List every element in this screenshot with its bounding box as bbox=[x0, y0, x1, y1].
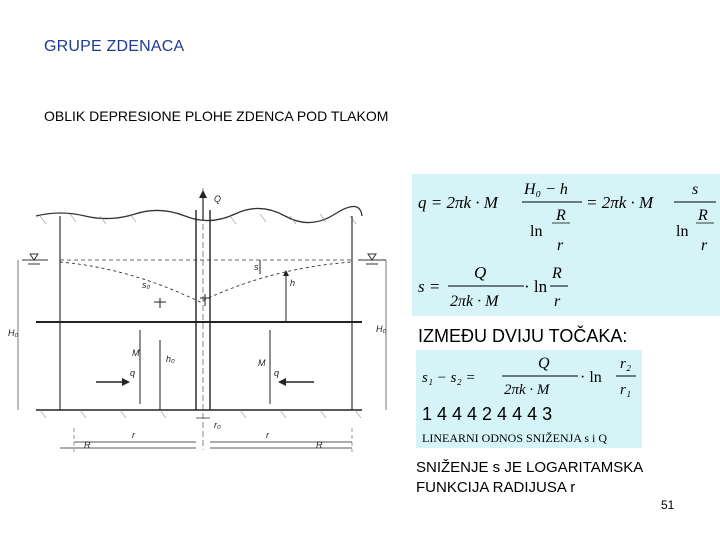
f2-frac-top: R bbox=[552, 265, 562, 282]
f3-frac-top: r₂ bbox=[620, 356, 632, 372]
f3-num: Q bbox=[538, 355, 550, 372]
f2-ln: · ln bbox=[524, 277, 548, 296]
f3-frac-bot: r₁ bbox=[620, 382, 632, 398]
label-M-right: M bbox=[258, 358, 266, 368]
f1-den2-bot: r bbox=[701, 237, 708, 254]
ground-surface bbox=[36, 206, 362, 222]
label-r-right: r bbox=[266, 430, 269, 440]
depression-curve bbox=[60, 262, 352, 302]
f1-den1-bot: r bbox=[557, 237, 564, 254]
formula-box-difference bbox=[416, 350, 642, 448]
label-s: s bbox=[254, 262, 259, 272]
f3-ln: · ln bbox=[580, 369, 602, 386]
f1-mid: = 2πk · M bbox=[586, 193, 654, 212]
conclusion-line-2: FUNKCIJA RADIJUSA r bbox=[416, 479, 576, 496]
formula-q-s-svg bbox=[412, 174, 720, 316]
f3-brace-line: 1 4 4 4 2 4 4 4 3 bbox=[422, 404, 553, 424]
well-diagram-svg bbox=[0, 180, 400, 460]
slide-title: GRUPE ZDENACA bbox=[44, 38, 185, 55]
f2-lhs: s = bbox=[418, 277, 441, 296]
well-diagram bbox=[0, 180, 400, 460]
f3-lhs: s₁ − s₂ = bbox=[422, 370, 476, 386]
slide-subtitle: OBLIK DEPRESIONE PLOHE ZDENCA POD TLAKOM bbox=[44, 108, 389, 124]
label-r-left: r bbox=[132, 430, 135, 440]
f1-den1-ln: ln bbox=[530, 223, 543, 240]
f1-num1: H₀ − h bbox=[524, 181, 568, 198]
f2-frac-bot: r bbox=[554, 293, 561, 310]
label-H0-left: H₀ bbox=[8, 328, 19, 338]
label-R-left: R bbox=[84, 440, 91, 450]
between-points-heading: IZMEĐU DVIJU TOČAKA: bbox=[418, 326, 628, 346]
f1-den2-top: R bbox=[698, 207, 708, 224]
label-M-left: M bbox=[132, 348, 140, 358]
f1-den1-top: R bbox=[556, 207, 566, 224]
f1-num2: s bbox=[692, 181, 699, 198]
formula-difference-svg bbox=[416, 350, 642, 448]
conclusion-line-1: SNIŽENJE s JE LOGARITAMSKA bbox=[416, 459, 644, 476]
f2-num: Q bbox=[474, 263, 487, 282]
label-R-right: R bbox=[316, 440, 323, 450]
label-h0: h₀ bbox=[166, 354, 175, 364]
label-h: h bbox=[290, 278, 296, 288]
f3-caption: LINEARNI ODNOS SNIŽENJA s i Q bbox=[422, 431, 607, 445]
page-number: 51 bbox=[661, 498, 675, 512]
label-s0: s₀ bbox=[142, 280, 151, 290]
label-q-right: q bbox=[274, 368, 280, 378]
label-r0: r₀ bbox=[214, 420, 221, 430]
f1-den2-ln: ln bbox=[676, 223, 689, 240]
f1-lhs: q = 2πk · M bbox=[418, 193, 498, 212]
formula-box-q-s bbox=[412, 174, 720, 316]
label-Q: Q bbox=[214, 194, 222, 204]
label-H0-right: H₀ bbox=[376, 324, 387, 334]
conclusion-text bbox=[416, 458, 643, 498]
label-q-left: q bbox=[130, 368, 136, 378]
f2-den: 2πk · M bbox=[450, 293, 499, 310]
f3-den: 2πk · M bbox=[504, 382, 550, 398]
